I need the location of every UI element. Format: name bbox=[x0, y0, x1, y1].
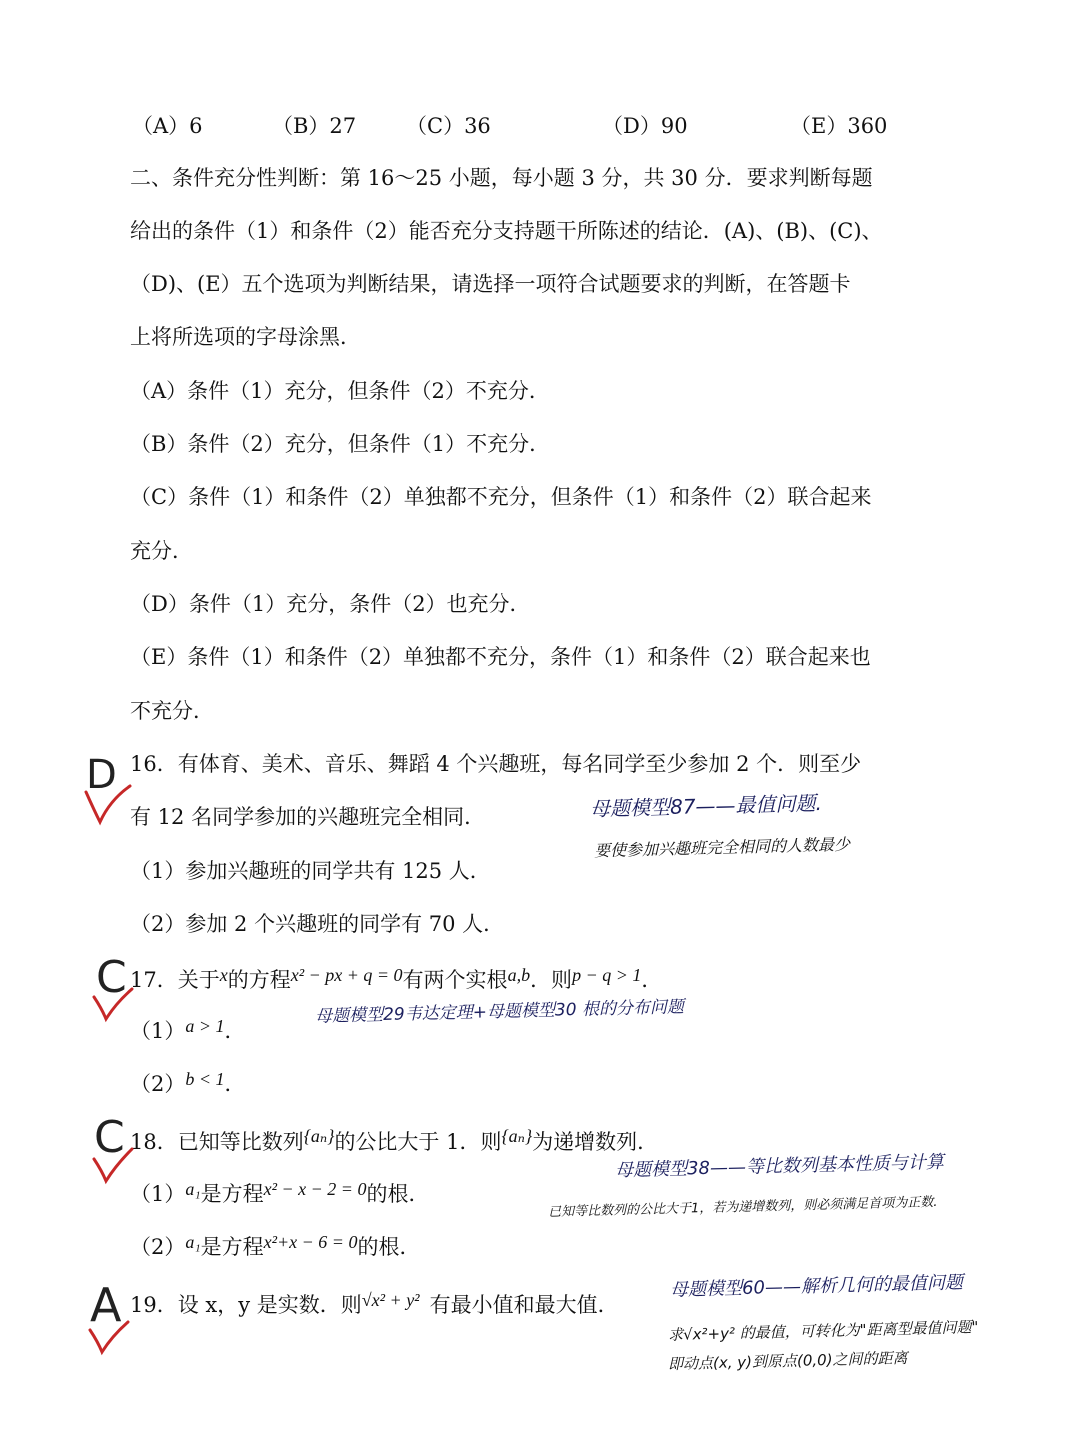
q17-text3: ．则 bbox=[530, 968, 573, 992]
q19-radical: √x² + y² bbox=[361, 1290, 420, 1310]
q17-text2: 有两个实根 bbox=[402, 968, 508, 992]
q17-roots: a,b bbox=[507, 965, 531, 985]
q18-stem bbox=[130, 1128, 658, 1157]
option-d: （D）90 bbox=[602, 114, 688, 138]
q17-c1-dot: ． bbox=[224, 1019, 246, 1043]
q18-condition-1 bbox=[130, 1180, 429, 1209]
q18-end: 为递增数列． bbox=[532, 1130, 659, 1154]
q17-stem bbox=[130, 966, 662, 995]
q16-note-hint: 要使参加兴趣班完全相同的人数最少 bbox=[593, 834, 851, 861]
rule-b: （B）条件（2）充分，但条件（1）不充分． bbox=[130, 432, 551, 456]
q18-sequence-2: {aₙ} bbox=[501, 1126, 533, 1146]
q16-stem-line2: 有 12 名同学参加的兴趣班完全相同． bbox=[130, 805, 486, 829]
q18-c2-end: 的根． bbox=[357, 1235, 421, 1259]
q18-c2-a1: a₁ bbox=[185, 1232, 201, 1252]
q17-note-model: 母题模型29韦达定理+母题模型30 根的分布问题 bbox=[314, 997, 685, 1027]
q17-answer-letter: C bbox=[96, 952, 127, 1003]
option-e: （E）360 bbox=[790, 114, 888, 138]
q17-c2-math: b < 1 bbox=[185, 1069, 225, 1089]
rule-c-line2: 充分． bbox=[130, 539, 193, 563]
q18-c2-equation: x²+x − 6 = 0 bbox=[263, 1232, 358, 1252]
q17-c1-label: （1） bbox=[130, 1019, 186, 1043]
q16-condition-1: （1）参加兴趣班的同学共有 125 人． bbox=[130, 859, 491, 883]
q17-end: ． bbox=[641, 968, 663, 992]
q18-text: 的公比大于 1．则 bbox=[334, 1130, 502, 1154]
q17-prefix: 17．关于 bbox=[130, 968, 220, 992]
q16-condition-2: （2）参加 2 个兴趣班的同学有 70 人． bbox=[130, 912, 505, 936]
section-intro-line: 二、条件充分性判断：第 16～25 小题，每小题 3 分，共 30 分．要求判断每题 bbox=[130, 166, 873, 190]
q17-condition-2 bbox=[130, 1070, 246, 1099]
q19-prefix: 19．设 x，y 是实数．则 bbox=[130, 1293, 362, 1317]
rule-c-line1: （C）条件（1）和条件（2）单独都不充分，但条件（1）和条件（2）联合起来 bbox=[130, 485, 872, 509]
q17-c1-math: a > 1 bbox=[185, 1016, 225, 1036]
q18-c2-label: （2） bbox=[130, 1235, 186, 1259]
rule-e-line2: 不充分． bbox=[130, 699, 214, 723]
q17-equation: x² − px + q = 0 bbox=[290, 965, 403, 985]
q18-answer-letter: C bbox=[94, 1112, 125, 1163]
q17-conclusion: p − q > 1 bbox=[572, 965, 642, 985]
q17-c2-dot: ． bbox=[224, 1072, 246, 1096]
q18-note-hint: 已知等比数列的公比大于1，若为递增数列，则必须满足首项为正数. bbox=[547, 1194, 938, 1221]
q18-c2-text: 是方程 bbox=[200, 1235, 264, 1259]
q19-note-hint: 求√x²+y² 的最值，可转化为"距离型最值问题" bbox=[667, 1317, 979, 1345]
section-intro-line: 上将所选项的字母涂黑． bbox=[130, 325, 361, 349]
option-b: （B）27 bbox=[272, 114, 357, 138]
q18-c1-label: （1） bbox=[130, 1182, 186, 1206]
rule-e-line1: （E）条件（1）和条件（2）单独都不充分，条件（1）和条件（2）联合起来也 bbox=[130, 645, 871, 669]
q17-var-x: x bbox=[219, 965, 228, 985]
q18-condition-2 bbox=[130, 1233, 420, 1262]
q16-answer-letter: D bbox=[86, 752, 117, 798]
q18-c1-end: 的根． bbox=[366, 1182, 430, 1206]
q18-note-model: 母题模型38——等比数列基本性质与计算 bbox=[614, 1151, 945, 1182]
q19-check-mark bbox=[84, 1318, 144, 1368]
rule-d: （D）条件（1）充分，条件（2）也充分． bbox=[130, 592, 531, 616]
q19-stem bbox=[130, 1291, 619, 1320]
section-intro-line: （D)、(E）五个选项为判断结果，请选择一项符合试题要求的判断，在答题卡 bbox=[130, 272, 851, 296]
q17-check-mark bbox=[88, 985, 148, 1035]
q18-prefix: 18．已知等比数列 bbox=[130, 1130, 304, 1154]
q18-c1-equation: x² − x − 2 = 0 bbox=[263, 1179, 367, 1199]
section-intro-line: 给出的条件（1）和条件（2）能否充分支持题干所陈述的结论．(A)、(B)、(C)、 bbox=[130, 219, 883, 243]
q16-stem-line1: 16．有体育、美术、音乐、舞蹈 4 个兴趣班，每名同学至少参加 2 个．则至少 bbox=[130, 752, 862, 776]
q19-note-detail: 即动点(x, y)到原点(0,0)之间的距离 bbox=[667, 1348, 908, 1374]
q17-c2-label: （2） bbox=[130, 1072, 186, 1096]
option-a: （A）6 bbox=[132, 114, 203, 138]
q19-note-model: 母题模型60——解析几何的最值问题 bbox=[669, 1272, 964, 1301]
q18-check-mark bbox=[88, 1145, 148, 1195]
q16-check-mark bbox=[80, 780, 140, 840]
q16-note-model: 母题模型87——最值问题. bbox=[589, 790, 823, 822]
q18-c1-text: 是方程 bbox=[200, 1182, 264, 1206]
rule-a: （A）条件（1）充分，但条件（2）不充分． bbox=[130, 379, 550, 403]
option-c: （C）36 bbox=[406, 114, 491, 138]
q19-answer-letter: A bbox=[90, 1278, 122, 1332]
q18-sequence: {aₙ} bbox=[303, 1126, 335, 1146]
q18-c1-a1: a₁ bbox=[185, 1179, 201, 1199]
q19-end: 有最小值和最大值． bbox=[429, 1293, 619, 1317]
q17-text: 的方程 bbox=[227, 968, 291, 992]
